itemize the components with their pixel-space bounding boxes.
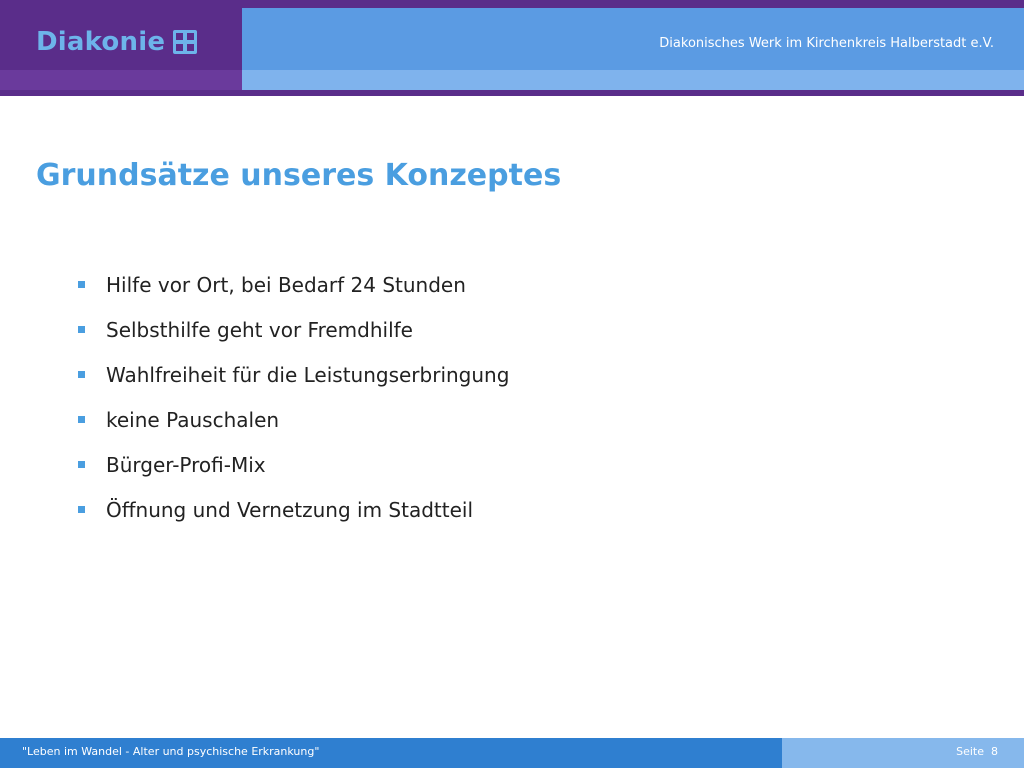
bullet-text: Hilfe vor Ort, bei Bedarf 24 Stunden (106, 272, 466, 297)
page-indicator (956, 745, 998, 758)
bullet-text: Bürger-Profi-Mix (106, 452, 266, 477)
bullet-square-icon (78, 371, 85, 378)
list-item (78, 352, 509, 397)
page-label: Seite (956, 745, 984, 758)
header-blue-strip (242, 70, 1024, 90)
list-item (78, 442, 509, 487)
bullet-square-icon (78, 506, 85, 513)
bullet-list (78, 262, 509, 532)
bullet-square-icon (78, 326, 85, 333)
list-item (78, 262, 509, 307)
bullet-square-icon (78, 461, 85, 468)
footer-presentation-title: "Leben im Wandel - Alter und psychische Erkrankung" (22, 745, 320, 758)
diakonie-logo (36, 22, 197, 62)
bullet-square-icon (78, 281, 85, 288)
bullet-text: Selbsthilfe geht vor Fremdhilfe (106, 317, 413, 342)
header-left-strip (0, 70, 242, 90)
page-number: 8 (991, 745, 998, 758)
bullet-text: Öffnung und Vernetzung im Stadtteil (106, 497, 474, 522)
bullet-text: Wahlfreiheit für die Leistungserbringung (106, 362, 510, 387)
list-item (78, 397, 509, 442)
organization-name: Diakonisches Werk im Kirchenkreis Halberstadt e.V. (659, 36, 994, 51)
slide-title: Grundsätze unseres Konzeptes (36, 158, 562, 193)
logo-text: Diakonie (36, 27, 166, 57)
list-item (78, 307, 509, 352)
list-item (78, 487, 509, 532)
diakonie-cross-icon (173, 30, 197, 54)
bullet-square-icon (78, 416, 85, 423)
bullet-text: keine Pauschalen (106, 407, 280, 432)
